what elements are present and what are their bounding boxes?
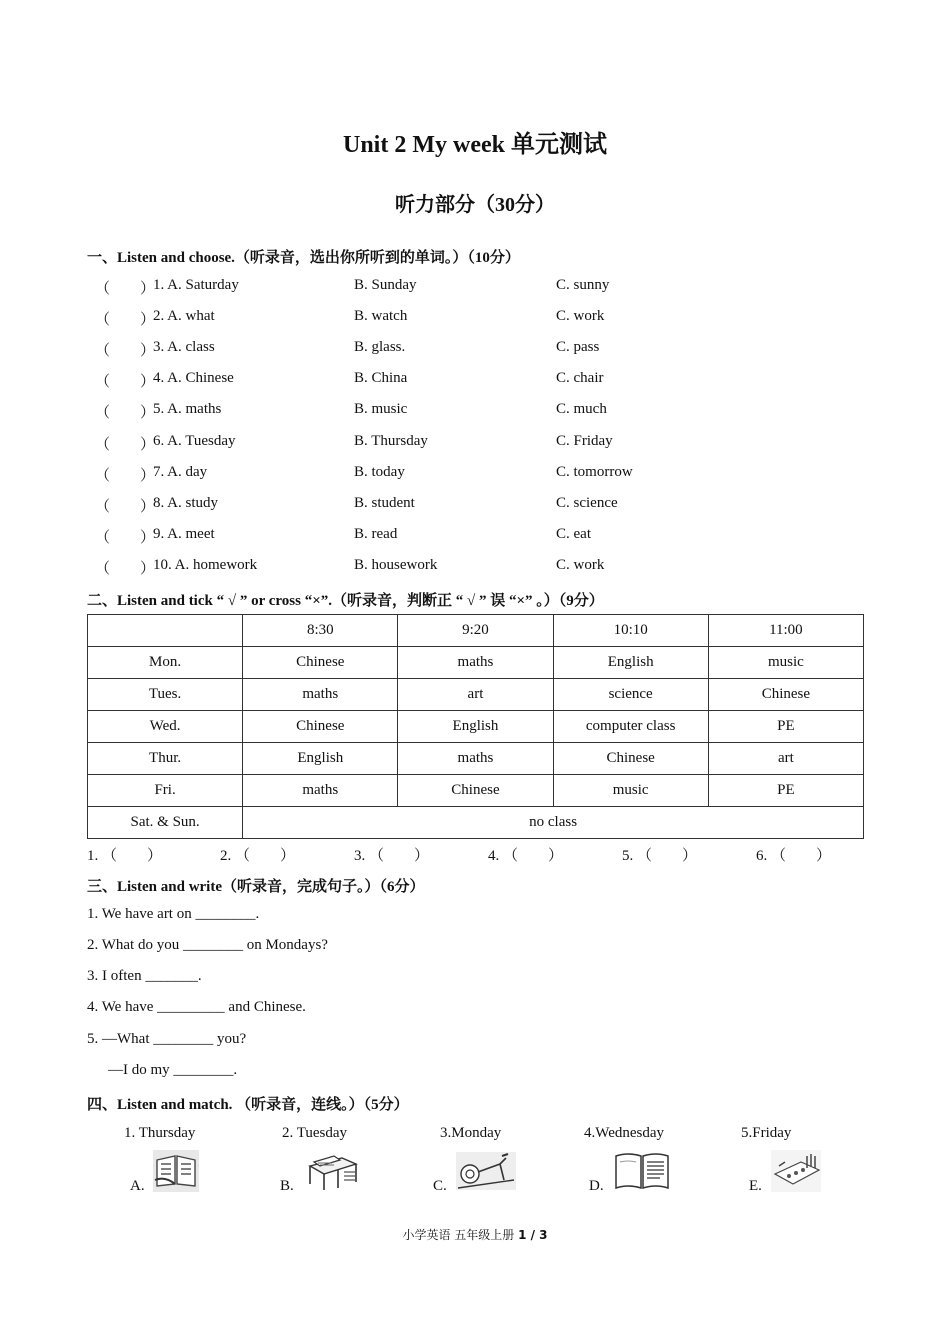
subject-cell: maths: [243, 775, 398, 807]
time-header: 11:00: [708, 615, 863, 647]
list-item: [95, 308, 855, 330]
option-b[interactable]: B. student: [354, 494, 415, 511]
subject-cell: science: [553, 679, 708, 711]
option-b[interactable]: B. music: [354, 401, 408, 418]
answer-blank[interactable]: （ ）: [95, 374, 156, 391]
subject-cell: maths: [398, 647, 553, 679]
option-c[interactable]: C. tomorrow: [556, 463, 633, 480]
table-row-weekend: [88, 807, 864, 839]
match-letter: B.: [280, 1178, 294, 1194]
match-letter: C.: [433, 1178, 447, 1194]
option-b[interactable]: B. watch: [354, 308, 408, 325]
write-sentence[interactable]: 3. I often _______.: [87, 968, 202, 984]
subject-cell: computer class: [553, 711, 708, 743]
day-cell: Sat. & Sun.: [88, 807, 243, 839]
table-row: [88, 647, 864, 679]
match-day[interactable]: 5.Friday: [741, 1125, 792, 1141]
answer-blank[interactable]: （ ）: [95, 498, 156, 515]
match-day[interactable]: 1. Thursday: [124, 1125, 196, 1141]
match-day[interactable]: 4.Wednesday: [584, 1125, 665, 1141]
subject-cell: Chinese: [553, 743, 708, 775]
option-b[interactable]: B. Sunday: [354, 277, 417, 293]
footer-text: 小学英语 五年级上册: [402, 1228, 519, 1242]
option-b[interactable]: B. glass.: [354, 339, 406, 356]
subject-cell: music: [553, 775, 708, 807]
judge-answer-row: [87, 844, 867, 866]
match-letter: D.: [589, 1178, 604, 1194]
schedule-table: [87, 614, 864, 839]
subject-cell: English: [553, 647, 708, 679]
option-c[interactable]: C. chair: [556, 370, 604, 387]
table-row: [88, 743, 864, 775]
list-item: [95, 526, 855, 548]
time-header: 9:20: [398, 615, 553, 647]
list-item: [95, 495, 855, 517]
list-item: [95, 277, 855, 299]
judge-blank[interactable]: 1. （ ）: [87, 848, 163, 864]
judge-blank[interactable]: 6. （ ）: [756, 848, 832, 864]
option-c[interactable]: C. science: [556, 494, 618, 511]
judge-blank[interactable]: 5. （ ）: [622, 848, 698, 864]
subject-cell: Chinese: [708, 679, 863, 711]
option-a[interactable]: 8. A. study: [153, 494, 219, 511]
day-cell: Fri.: [88, 775, 243, 807]
time-header: 8:30: [243, 615, 398, 647]
table-row: [88, 679, 864, 711]
list-item: [95, 464, 855, 486]
option-a[interactable]: 7. A. day: [153, 463, 208, 480]
day-cell: Wed.: [88, 711, 243, 743]
day-cell: Mon.: [88, 647, 243, 679]
answer-blank[interactable]: （ ）: [95, 467, 156, 484]
option-a[interactable]: 5. A. maths: [153, 401, 222, 418]
list-item: [95, 339, 855, 361]
option-b[interactable]: B. read: [354, 525, 398, 542]
subject-cell: PE: [708, 775, 863, 807]
answer-blank[interactable]: （ ）: [95, 560, 156, 577]
table-row: [88, 775, 864, 807]
option-a[interactable]: 3. A. class: [153, 339, 215, 356]
subject-cell: maths: [398, 743, 553, 775]
answer-blank[interactable]: （ ）: [95, 529, 156, 546]
option-b[interactable]: B. housework: [354, 556, 438, 573]
section-3-heading: 三、Listen and write（听录音，完成句子。）（6分）: [87, 879, 425, 895]
match-day[interactable]: 3.Monday: [440, 1125, 502, 1141]
desk-homework-icon[interactable]: [304, 1150, 360, 1192]
subject-cell: English: [398, 711, 553, 743]
option-a[interactable]: 10. A. homework: [153, 556, 258, 573]
match-letter: E.: [749, 1178, 762, 1194]
option-b[interactable]: B. China: [354, 370, 408, 387]
subject-cell: art: [708, 743, 863, 775]
table-row: [88, 711, 864, 743]
subject-cell: Chinese: [243, 711, 398, 743]
no-class-cell: no class: [243, 807, 864, 839]
option-c[interactable]: C. sunny: [556, 277, 610, 293]
subject-cell: maths: [243, 679, 398, 711]
option-c[interactable]: C. work: [556, 556, 605, 573]
page-subtitle: 听力部分（30分）: [395, 194, 555, 216]
option-a[interactable]: 6. A. Tuesday: [153, 432, 236, 449]
list-item: [95, 370, 855, 392]
option-c[interactable]: C. work: [556, 308, 605, 325]
write-sentence[interactable]: 1. We have art on ________.: [87, 906, 260, 922]
page-footer: [0, 1226, 950, 1243]
page-title: Unit 2 My week 单元测试: [343, 132, 607, 158]
option-b[interactable]: B. Thursday: [354, 432, 428, 449]
open-book-icon[interactable]: [614, 1150, 670, 1192]
subject-cell: art: [398, 679, 553, 711]
write-sentence[interactable]: 4. We have _________ and Chinese.: [87, 999, 306, 1015]
option-a[interactable]: 2. A. what: [153, 308, 215, 325]
answer-blank[interactable]: （ ）: [95, 343, 156, 360]
option-a[interactable]: 9. A. meet: [153, 525, 215, 542]
judge-blank[interactable]: 3. （ ）: [354, 848, 430, 864]
write-sentence[interactable]: 5. —What ________ you?: [87, 1031, 247, 1047]
section-2-heading: 二、Listen and tick “ √ ” or cross “×”.（听录音，判断正 “ √ ” 误 “×” 。）（9分）: [87, 593, 604, 609]
table-corner-cell: [88, 615, 243, 647]
write-sentence[interactable]: 2. What do you ________ on Mondays?: [87, 937, 328, 953]
judge-blank[interactable]: 4. （ ）: [488, 848, 564, 864]
list-item: [95, 401, 855, 423]
list-item: [95, 433, 855, 455]
subject-cell: Chinese: [398, 775, 553, 807]
subject-cell: Chinese: [243, 647, 398, 679]
write-sentence[interactable]: —I do my ________.: [108, 1062, 238, 1078]
match-letter: A.: [130, 1178, 145, 1194]
answer-blank[interactable]: （ ）: [95, 281, 156, 297]
answer-blank[interactable]: （ ）: [95, 405, 156, 422]
drawing-tools-icon[interactable]: [456, 1150, 516, 1192]
subject-cell: PE: [708, 711, 863, 743]
option-c[interactable]: C. Friday: [556, 432, 613, 449]
option-a[interactable]: 4. A. Chinese: [153, 370, 234, 387]
page-number: 1 / 3: [518, 1228, 548, 1242]
option-c[interactable]: C. pass: [556, 339, 600, 356]
desk-items-icon[interactable]: [771, 1150, 821, 1192]
option-c[interactable]: C. much: [556, 401, 607, 418]
answer-blank[interactable]: （ ）: [95, 436, 156, 453]
answer-blank[interactable]: （ ）: [95, 312, 156, 329]
section-4-heading: 四、Listen and match. （听录音，连线。）（5分）: [87, 1097, 409, 1113]
match-day[interactable]: 2. Tuesday: [282, 1125, 348, 1141]
section-1-heading: 一、Listen and choose.（听录音，选出你所听到的单词。）（10分）: [87, 250, 520, 266]
table-header-row: [88, 615, 864, 647]
subject-cell: English: [243, 743, 398, 775]
day-cell: Thur.: [88, 743, 243, 775]
option-b[interactable]: B. today: [354, 463, 405, 480]
list-item: [95, 557, 855, 579]
reading-book-icon[interactable]: [153, 1150, 199, 1192]
time-header: 10:10: [553, 615, 708, 647]
subject-cell: music: [708, 647, 863, 679]
day-cell: Tues.: [88, 679, 243, 711]
option-a[interactable]: 1. A. Saturday: [153, 277, 239, 293]
option-c[interactable]: C. eat: [556, 525, 591, 542]
judge-blank[interactable]: 2. （ ）: [220, 848, 296, 864]
